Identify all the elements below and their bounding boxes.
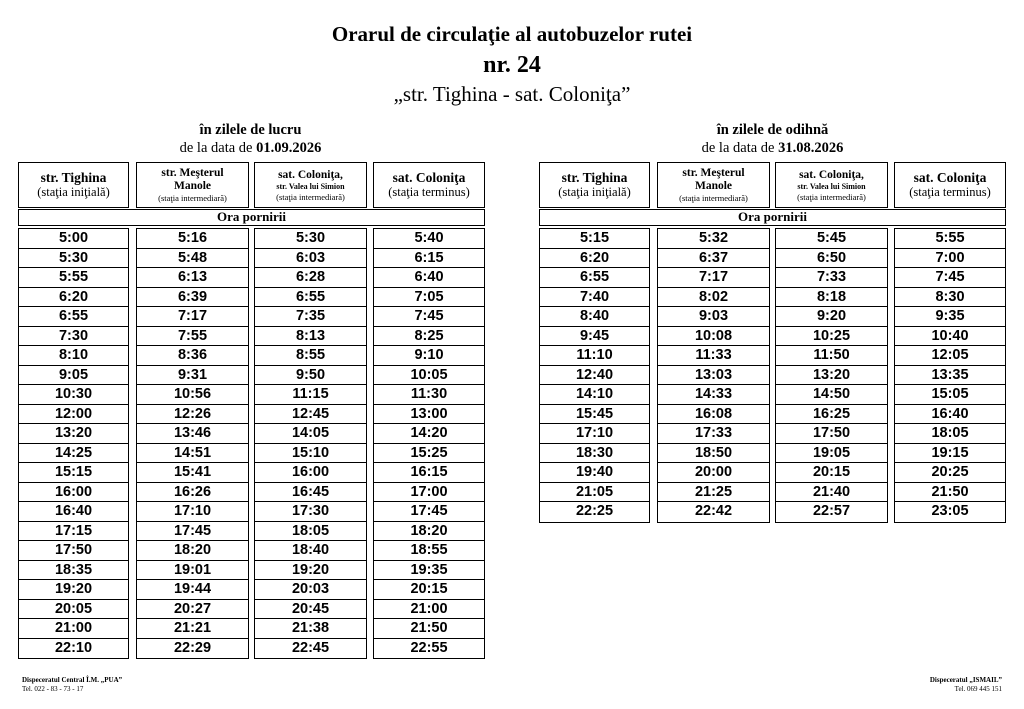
workdays-date-prefix: de la data de xyxy=(179,140,257,156)
column-name: str. Meşterul xyxy=(682,167,745,179)
weekend-date-line xyxy=(540,139,1005,157)
departure-time: 19:20 xyxy=(19,580,128,600)
departure-time: 20:15 xyxy=(374,580,484,600)
dispatcher-name: Dispeceratul Central Î.M. „PUA” xyxy=(22,676,123,684)
departure-time: 20:45 xyxy=(255,600,366,620)
departure-time: 10:56 xyxy=(137,385,248,405)
workdays-col-2 xyxy=(254,228,367,659)
departure-time: 18:30 xyxy=(540,444,649,464)
column-header-tighina xyxy=(18,162,129,208)
departure-time: 9:10 xyxy=(374,346,484,366)
departure-time: 8:40 xyxy=(540,307,649,327)
page-title: Orarul de circulaţie al autobuzelor rutei xyxy=(331,22,693,46)
departure-time: 15:41 xyxy=(137,463,248,483)
departure-time: 19:35 xyxy=(374,561,484,581)
column-name: str. Tighina xyxy=(561,170,628,185)
column-subtitle: (staţia iniţială) xyxy=(37,185,110,199)
departure-time: 8:55 xyxy=(255,346,366,366)
departure-time: 8:18 xyxy=(776,288,887,308)
departure-time: 6:40 xyxy=(374,268,484,288)
departure-time: 16:08 xyxy=(658,405,769,425)
departure-time: 11:33 xyxy=(658,346,769,366)
departure-time: 7:35 xyxy=(255,307,366,327)
departure-time: 13:03 xyxy=(658,366,769,386)
dispatcher-phone: Tel. 069 445 151 xyxy=(954,685,1002,693)
departure-time: 22:45 xyxy=(291,639,330,656)
departure-time: 14:25 xyxy=(19,444,128,464)
weekend-title: în zilele de odihnă xyxy=(716,122,829,138)
departure-time: 13:35 xyxy=(895,366,1005,386)
column-street: str. Valea lui Simion xyxy=(797,181,866,191)
departure-time: 22:57 xyxy=(812,503,851,519)
route-number: nr. 24 xyxy=(483,52,541,78)
departure-time: 16:25 xyxy=(776,405,887,425)
workdays-col-3 xyxy=(373,228,485,659)
weekend-col-0 xyxy=(539,228,650,523)
departure-time: 21:00 xyxy=(19,619,128,639)
departure-time: 8:36 xyxy=(137,346,248,366)
departure-time: 12:05 xyxy=(895,346,1005,366)
departure-time: 10:05 xyxy=(374,366,484,386)
departure-time: 20:03 xyxy=(255,580,366,600)
departure-time: 6:39 xyxy=(137,288,248,308)
departure-time: 8:30 xyxy=(895,288,1005,308)
departure-time: 17:33 xyxy=(658,424,769,444)
departure-time: 10:08 xyxy=(658,327,769,347)
departure-time: 8:02 xyxy=(658,288,769,308)
departure-time: 21:50 xyxy=(895,483,1005,503)
column-name: sat. Coloniţa xyxy=(392,170,466,185)
departure-time: 20:00 xyxy=(658,463,769,483)
departure-time: 20:15 xyxy=(776,463,887,483)
departure-time: 9:31 xyxy=(137,366,248,386)
departure-time: 7:17 xyxy=(137,307,248,327)
dispatcher-name: Dispeceratul „ISMAIL” xyxy=(929,676,1002,684)
column-subtitle: (staţia intermediară) xyxy=(797,191,866,202)
departure-time: 15:45 xyxy=(540,405,649,425)
departure-time: 5:45 xyxy=(776,229,887,249)
weekend-col-2 xyxy=(775,228,888,523)
departure-time: 19:40 xyxy=(540,463,649,483)
departure-time: 5:40 xyxy=(374,229,484,249)
departure-time: 9:05 xyxy=(19,366,128,386)
departure-time: 21:00 xyxy=(374,600,484,620)
departure-time: 10:30 xyxy=(19,385,128,405)
departure-time: 19:20 xyxy=(255,561,366,581)
departure-time: 22:25 xyxy=(575,503,614,519)
departure-time: 22:42 xyxy=(694,503,733,519)
column-name: str. Tighina xyxy=(40,170,107,185)
departure-time: 15:25 xyxy=(374,444,484,464)
departure-time: 18:20 xyxy=(374,522,484,542)
weekend-timetable xyxy=(539,162,1006,522)
departure-time: 5:48 xyxy=(137,249,248,269)
ora-pornirii-label: Ora pornirii xyxy=(18,209,485,226)
departure-time: 7:30 xyxy=(19,327,128,347)
departure-time: 23:05 xyxy=(931,503,969,519)
workdays-date: 01.09.2026 xyxy=(256,140,322,156)
departure-time: 7:45 xyxy=(895,268,1005,288)
weekend-col-3 xyxy=(894,228,1006,523)
departure-time: 5:32 xyxy=(658,229,769,249)
departure-time: 9:20 xyxy=(776,307,887,327)
column-name: sat. Coloniţa xyxy=(913,170,987,185)
departure-time: 6:37 xyxy=(658,249,769,269)
column-name: sat. Coloniţa, xyxy=(278,168,343,181)
departure-time: 19:01 xyxy=(137,561,248,581)
departure-time: 12:40 xyxy=(540,366,649,386)
departure-time: 12:26 xyxy=(137,405,248,425)
departure-time: 7:17 xyxy=(658,268,769,288)
departure-time: 18:20 xyxy=(137,541,248,561)
column-name: Manole xyxy=(694,180,733,192)
departure-time: 17:10 xyxy=(137,502,248,522)
departure-time: 5:30 xyxy=(19,249,128,269)
departure-time: 5:55 xyxy=(19,268,128,288)
route-name: „str. Tighina - sat. Coloniţa” xyxy=(393,82,631,106)
workdays-title: în zilele de lucru xyxy=(199,122,302,138)
column-header-mesterul-manole xyxy=(657,162,770,208)
departure-time: 13:20 xyxy=(19,424,128,444)
departure-time: 22:55 xyxy=(410,639,448,656)
weekend-date: 31.08.2026 xyxy=(778,140,844,156)
column-subtitle: (staţia iniţială) xyxy=(558,185,631,199)
column-name: Manole xyxy=(173,180,212,192)
column-header-mesterul-manole xyxy=(136,162,249,208)
departure-time: 7:00 xyxy=(895,249,1005,269)
departure-time: 14:20 xyxy=(374,424,484,444)
departure-time: 8:10 xyxy=(19,346,128,366)
column-name: sat. Coloniţa, xyxy=(799,168,864,181)
departure-time: 7:45 xyxy=(374,307,484,327)
departure-time: 17:10 xyxy=(540,424,649,444)
departure-time: 11:15 xyxy=(255,385,366,405)
workdays-col-1 xyxy=(136,228,249,659)
departure-time: 16:15 xyxy=(374,463,484,483)
departure-time: 15:05 xyxy=(895,385,1005,405)
departure-time: 20:05 xyxy=(19,600,128,620)
departure-time: 13:00 xyxy=(374,405,484,425)
weekend-col-1 xyxy=(657,228,770,523)
column-name: str. Meşterul xyxy=(161,167,224,179)
column-subtitle: (staţia intermediară) xyxy=(276,191,345,202)
departure-time: 11:50 xyxy=(776,346,887,366)
departure-time: 17:50 xyxy=(776,424,887,444)
workdays-col-0 xyxy=(18,228,129,659)
departure-time: 20:25 xyxy=(895,463,1005,483)
departure-time: 17:15 xyxy=(19,522,128,542)
departure-time: 9:03 xyxy=(658,307,769,327)
departure-time: 8:25 xyxy=(374,327,484,347)
departure-time: 9:45 xyxy=(540,327,649,347)
footer-left xyxy=(22,676,122,694)
weekend-date-prefix: de la data de xyxy=(701,140,779,156)
departure-time: 10:25 xyxy=(776,327,887,347)
departure-time: 16:26 xyxy=(137,483,248,503)
column-header-tighina xyxy=(539,162,650,208)
departure-time: 6:55 xyxy=(19,307,128,327)
departure-time: 21:50 xyxy=(374,619,484,639)
departure-time: 17:30 xyxy=(255,502,366,522)
departure-time: 16:45 xyxy=(255,483,366,503)
departure-time: 11:10 xyxy=(540,346,649,366)
departure-time: 6:20 xyxy=(540,249,649,269)
departure-time: 7:33 xyxy=(776,268,887,288)
departure-time: 5:00 xyxy=(19,229,128,249)
departure-time: 21:40 xyxy=(776,483,887,503)
departure-time: 18:05 xyxy=(255,522,366,542)
departure-time: 21:38 xyxy=(255,619,366,639)
column-header-colonita-valea xyxy=(254,162,367,208)
departure-time: 18:55 xyxy=(374,541,484,561)
departure-time: 9:50 xyxy=(255,366,366,386)
departure-time: 12:45 xyxy=(255,405,366,425)
column-subtitle: (staţia intermediară) xyxy=(158,193,227,203)
departure-time: 13:20 xyxy=(776,366,887,386)
departure-time: 19:05 xyxy=(776,444,887,464)
footer-right xyxy=(930,676,1002,694)
departure-time: 17:45 xyxy=(137,522,248,542)
column-subtitle: (staţia intermediară) xyxy=(679,193,748,203)
departure-time: 9:35 xyxy=(895,307,1005,327)
departure-time: 5:55 xyxy=(895,229,1005,249)
departure-time: 7:40 xyxy=(540,288,649,308)
departure-time: 16:40 xyxy=(19,502,128,522)
departure-time: 6:55 xyxy=(540,268,649,288)
column-header-colonita-valea xyxy=(775,162,888,208)
departure-time: 5:15 xyxy=(540,229,649,249)
weekend-heading xyxy=(540,121,1005,157)
departure-time: 6:28 xyxy=(255,268,366,288)
dispatcher-phone: Tel. 022 - 83 - 73 - 17 xyxy=(22,685,84,693)
departure-time: 21:05 xyxy=(540,483,649,503)
column-subtitle: (staţia terminus) xyxy=(909,185,991,199)
departure-time: 14:51 xyxy=(137,444,248,464)
departure-time: 8:13 xyxy=(255,327,366,347)
departure-time: 22:29 xyxy=(173,639,212,656)
departure-time: 6:15 xyxy=(374,249,484,269)
departure-time: 5:30 xyxy=(255,229,366,249)
departure-time: 6:03 xyxy=(255,249,366,269)
departure-time: 7:05 xyxy=(374,288,484,308)
departure-time: 16:00 xyxy=(255,463,366,483)
departure-time: 16:40 xyxy=(895,405,1005,425)
departure-time: 10:40 xyxy=(895,327,1005,347)
departure-time: 14:50 xyxy=(776,385,887,405)
departure-time: 11:30 xyxy=(374,385,484,405)
departure-time: 13:46 xyxy=(137,424,248,444)
departure-time: 14:33 xyxy=(658,385,769,405)
departure-time: 17:45 xyxy=(374,502,484,522)
workdays-date-line xyxy=(18,139,483,157)
departure-time: 18:05 xyxy=(895,424,1005,444)
column-header-colonita xyxy=(894,162,1006,208)
departure-time: 5:16 xyxy=(137,229,248,249)
ora-pornirii-label: Ora pornirii xyxy=(539,209,1006,226)
departure-time: 6:55 xyxy=(255,288,366,308)
departure-time: 17:50 xyxy=(19,541,128,561)
departure-time: 12:00 xyxy=(19,405,128,425)
column-subtitle: (staţia terminus) xyxy=(388,185,470,199)
departure-time: 6:20 xyxy=(19,288,128,308)
column-header-colonita xyxy=(373,162,485,208)
departure-time: 18:50 xyxy=(658,444,769,464)
departure-time: 6:13 xyxy=(137,268,248,288)
departure-time: 21:21 xyxy=(137,619,248,639)
departure-time: 14:05 xyxy=(255,424,366,444)
departure-time: 6:50 xyxy=(776,249,887,269)
departure-time: 7:55 xyxy=(137,327,248,347)
departure-time: 15:10 xyxy=(255,444,366,464)
departure-time: 16:00 xyxy=(19,483,128,503)
departure-time: 22:10 xyxy=(54,639,93,656)
departure-time: 18:35 xyxy=(19,561,128,581)
departure-time: 20:27 xyxy=(137,600,248,620)
departure-time: 21:25 xyxy=(658,483,769,503)
departure-time: 19:44 xyxy=(137,580,248,600)
departure-time: 14:10 xyxy=(540,385,649,405)
departure-time: 18:40 xyxy=(255,541,366,561)
departure-time: 17:00 xyxy=(374,483,484,503)
workdays-timetable xyxy=(18,162,485,658)
column-street: str. Valea lui Simion xyxy=(276,181,345,191)
departure-time: 15:15 xyxy=(19,463,128,483)
departure-time: 19:15 xyxy=(895,444,1005,464)
workdays-heading xyxy=(18,121,483,157)
